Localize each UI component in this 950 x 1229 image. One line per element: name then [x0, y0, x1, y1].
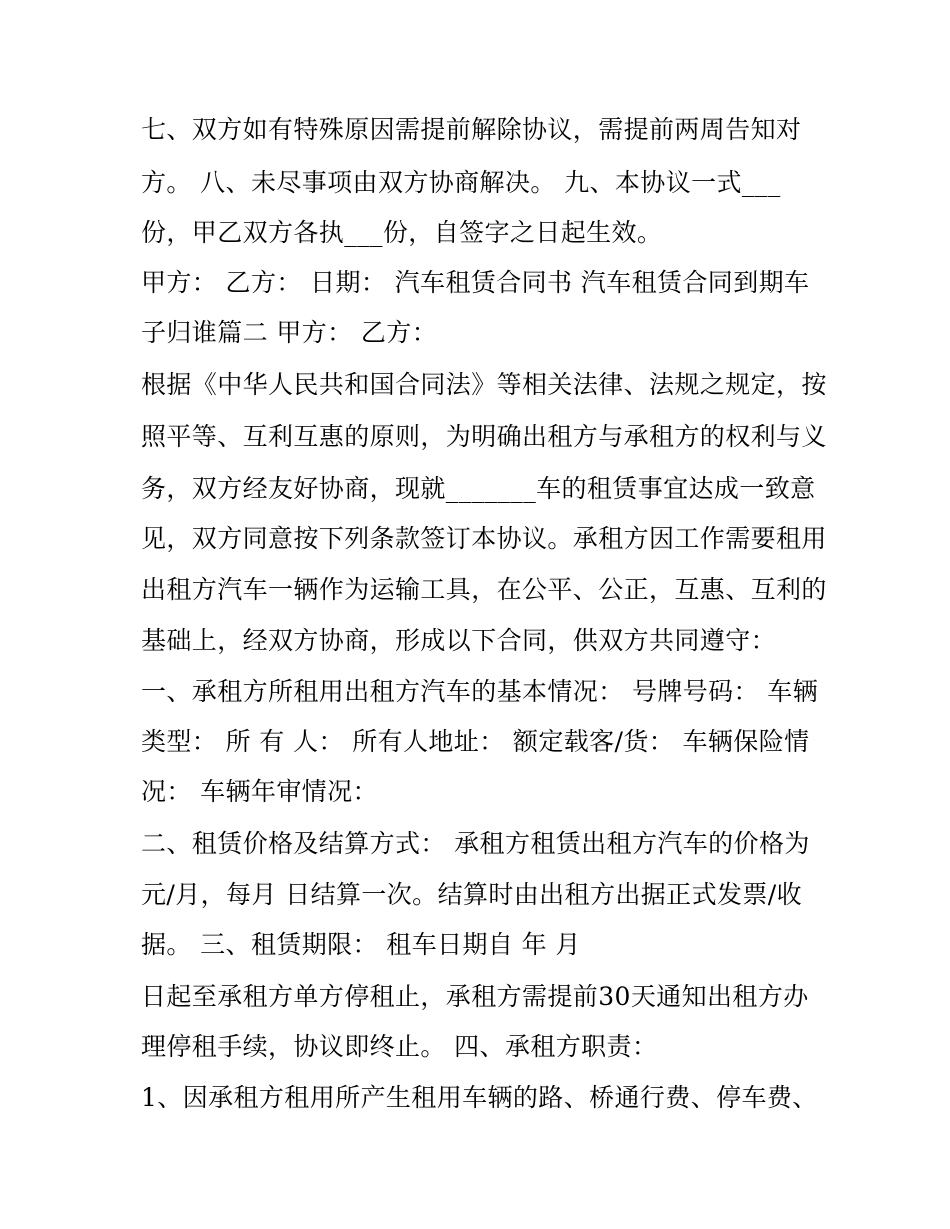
- text-line-section-3: 据。 三、租赁期限： 租车日期自 年 月: [141, 930, 581, 959]
- text-line-part-two-header: 子归谁篇二 甲方： 乙方：: [141, 318, 438, 347]
- text-line-preamble-3: 务，双方经友好协商，现就_______车的租赁事宜达成一致意: [141, 474, 816, 503]
- text-line-section-2-cont: 元/月，每月 日结算一次。结算时由出租方出据正式发票/收: [141, 880, 802, 909]
- text-line-preamble-5: 出租方汽车一辆作为运输工具，在公平、公正，互惠、互利的: [141, 575, 827, 604]
- text-line-copies: 份，甲乙双方各执___份，自签字之日起生效。: [141, 218, 663, 247]
- text-line-section-3-cont: 日起至承租方单方停租止，承租方需提前30天通知出租方办: [141, 982, 809, 1011]
- text-line-section-2: 二、租赁价格及结算方式： 承租方租赁出租方汽车的价格为: [141, 829, 810, 858]
- text-line-clause-8-9: 方。 八、未尽事项由双方协商解决。 九、本协议一式___: [141, 168, 781, 197]
- text-line-section-4: 理停租手续，协议即终止。 四、承租方职责：: [141, 1032, 658, 1061]
- text-line-section-1-end: 况： 车辆年审情况：: [141, 777, 378, 806]
- text-line-clause-7: 七、双方如有特殊原因需提前解除协议，需提前两周告知对: [141, 115, 802, 144]
- text-line-signatures: 甲方： 乙方： 日期： 汽车租赁合同书 汽车租赁合同到期车: [141, 268, 810, 297]
- text-line-section-1-cont: 类型： 所 有 人： 所有人地址： 额定载客/货： 车辆保险情: [141, 727, 810, 756]
- text-line-preamble-4: 见，双方同意按下列条款签订本协议。承租方因工作需要租用: [141, 524, 827, 553]
- text-line-preamble-2: 照平等、互利互惠的原则，为明确出租方与承租方的权利与义: [141, 422, 827, 451]
- text-line-section-1: 一、承租方所租用出租方汽车的基本情况： 号牌号码： 车辆: [141, 677, 819, 706]
- text-line-item-1: 1、因承租方租用所产生租用车辆的路、桥通行费、停车费、: [141, 1083, 818, 1112]
- text-line-preamble-1: 根据《中华人民共和国合同法》等相关法律、法规之规定，按: [141, 370, 827, 399]
- text-line-preamble-6: 基础上，经双方协商，形成以下合同，供双方共同遵守：: [141, 626, 777, 655]
